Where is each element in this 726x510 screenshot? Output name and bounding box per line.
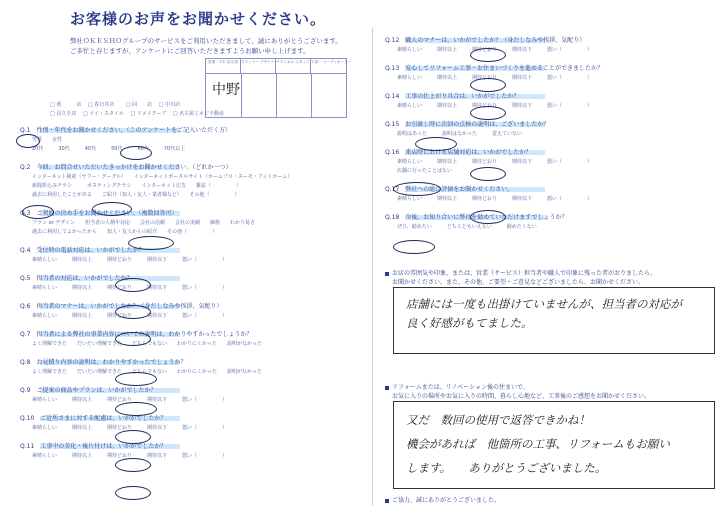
answer-circle-mark	[115, 372, 157, 386]
answer-circle-mark	[415, 137, 457, 151]
page-title: お客様のお声をお聞かせください。	[70, 10, 327, 28]
right-options-5-1[interactable]: 素晴らしい 期待以上 期待どおり 期待以下 悪い（ ）	[397, 159, 593, 165]
right-question-3: Q.14 工事の仕上がり具合は、いかがでしたか？	[385, 93, 520, 100]
left-question-9: Q.9 ご提案の商品やプランは、いかがでしたか？	[20, 387, 157, 394]
store-checkbox-8[interactable]: □ 名古屋工ネジ不動産	[172, 111, 225, 117]
left-options-1-2[interactable]: 20代 30代 40代 50代 60代 70代以上	[32, 146, 186, 152]
stamp-header-technical: テクニカル スタッフ	[276, 59, 311, 73]
left-question-3: Q.3 ご契約の決め手をお聞かせください。（複数回答可）	[20, 210, 178, 217]
store-checkbox-7[interactable]: □ リメイクーブ	[130, 111, 167, 117]
left-options-1-1[interactable]: 男性 女性	[32, 137, 63, 143]
left-options-2-3[interactable]: 過去に利用したことがある ご紹介（知人・友人・業者様など） その他（ ）	[32, 192, 240, 198]
right-options-6-1[interactable]: 素晴らしい 期待以上 期待どおり 期待以下 悪い（ ）	[397, 196, 593, 202]
answer-circle-mark	[393, 182, 441, 196]
left-question-4: Q.4 受付時の電話対応は、いかがでしたか？	[20, 247, 145, 254]
answer-circle-mark	[16, 134, 40, 148]
right-options-4-1[interactable]: 説明はあった 説明はなかった 覚えていない	[397, 131, 522, 137]
stamp-header-coordinator: 下請・ コーディネーター	[311, 60, 352, 64]
column-divider	[372, 28, 373, 506]
left-options-9-1[interactable]: 素晴らしい 期待以上 期待どおり 期待以下 悪い（ ）	[32, 397, 228, 403]
answer-circle-mark	[470, 78, 506, 92]
left-options-2-2[interactable]: 新聞折込みチラシ ポスティングチラシ インターネット広告 雑誌（ ）	[32, 183, 241, 189]
left-options-3-2[interactable]: 過去に利用してよかったから 知人・友人からの紹介 その他（ ）	[32, 229, 218, 235]
right-question-5: Q.16 来店時における店舗対応は、いかがでしたか？	[385, 149, 532, 156]
stamp-header-sales: 営業・ＳＥ 担当者	[206, 59, 241, 73]
right-question-4: Q.15 お引渡し時に次回の点検の説明は、ございましたか？	[385, 121, 550, 128]
left-options-10-1[interactable]: 素晴らしい 期待以上 期待どおり 期待以下 悪い（ ）	[32, 425, 228, 431]
answer-circle-mark	[92, 202, 132, 216]
comment1-prompt: お店の雰囲気や印象、または、営業（サービス）担当者や職人で印象に残った者がおりましたら、 お聞かせください。また、その他、ご要望・ご意見などございましたら、お聞かせください。	[385, 268, 656, 286]
footer-thanks: ご協力、誠にありがとうございました。	[385, 495, 500, 504]
left-options-8-1[interactable]: よく理解できた だいたい理解できた どちらでもない わかりにくかった 説明がなかった	[32, 369, 262, 375]
left-question-8: Q.8 お見積り内容の説明は、わかりやすかったでしょうか？	[20, 359, 187, 366]
right-options-1-1[interactable]: 素晴らしい 期待以上 期待どおり 期待以下 悪い（ ）	[397, 47, 593, 53]
answer-circle-mark	[115, 402, 157, 416]
left-question-1: Q.1 性別・年代をお聞かせください。（このアンケートをご記入いただく方）	[20, 127, 232, 134]
store-checkbox-2[interactable]: □ 春日井店	[87, 102, 115, 108]
answer-circle-mark	[470, 106, 506, 120]
comment2-line-2: 機会があれば 他箇所の工事、リフォームもお願い	[406, 437, 670, 451]
intro-line-2: ご多忙と存じますが、アンケートにご回答いただきますようお願い申し上げます。	[70, 47, 310, 55]
answer-circle-mark	[470, 210, 506, 224]
right-options-5-2[interactable]: 店舗に行ったことはない	[397, 168, 453, 174]
right-options-3-1[interactable]: 素晴らしい 期待以上 期待どおり 期待以下 悪い（ ）	[397, 103, 593, 109]
left-question-6: Q.6 担当者のマナーは、いかがでしたか？（身だしなみや挨拶、気配り）	[20, 303, 223, 310]
answer-circle-mark	[115, 332, 151, 346]
left-options-6-1[interactable]: 素晴らしい 期待以上 期待どおり 期待以下 悪い（ ）	[32, 313, 228, 319]
left-options-2-1[interactable]: インターネット検索（ヤフー・グーグル） インターネットポータルサイト（ホームプロ・スーモ・アットホーム）	[32, 174, 293, 180]
store-row-1	[50, 101, 180, 108]
answer-circle-mark	[22, 205, 54, 219]
left-options-7-1[interactable]: よく理解できた だいたい理解できた どちらでもない わかりにくかった 説明がなかった	[32, 341, 262, 347]
answer-circle-mark	[115, 278, 151, 292]
left-question-10: Q.10 ご近所さまに対する配慮は、いかがでしたか？	[20, 415, 167, 422]
left-options-3-1[interactable]: プラン or デザイン 担当者の人柄や対応 会社の信頼 会社の実績 価格 わかり易さ	[32, 220, 255, 226]
answer-circle-mark	[115, 458, 151, 472]
left-options-4-1[interactable]: 素晴らしい 期待以上 期待どおり 期待以下 悪い（ ）	[32, 257, 228, 263]
comment2-box[interactable]	[393, 401, 715, 489]
left-question-11: Q.11 工事中の美化・後片付けは、いかがでしたか？	[20, 443, 167, 450]
staff-stamp-box	[205, 58, 352, 118]
left-options-5-1[interactable]: 素晴らしい 期待以上 期待どおり 期待以下 悪い（ ）	[32, 285, 228, 291]
store-checkbox-3[interactable]: □ 回 店	[125, 102, 153, 108]
comment2-line-3: します。 ありがとうございました。	[406, 461, 607, 475]
answer-circle-mark	[115, 430, 151, 444]
answer-circle-mark	[128, 236, 174, 250]
comment1-line-1: 店舗には一度も出掛けていませんが、担当者の対応が	[406, 297, 682, 311]
answer-circle-mark	[470, 48, 506, 62]
right-options-2-1[interactable]: 素晴らしい 期待以上 期待どおり 期待以下 悪い（ ）	[397, 75, 593, 81]
store-checkbox-1[interactable]: □ 黄 店	[50, 102, 82, 108]
left-question-5: Q.5 担当者の対応は、いかがでしたか？	[20, 275, 133, 282]
right-question-7: Q.18 今後、お知り合いに弊社を勧めていただけますでしょうか？	[385, 214, 568, 221]
comment1-box[interactable]	[393, 287, 715, 354]
answer-circle-mark	[470, 167, 506, 181]
store-row-2	[50, 110, 224, 117]
stamp-name-handwritten: 中野	[212, 82, 240, 98]
left-question-2: Q.2 今回、お問合せいただいたきっかけをお聞かせください。（どれか一つ）	[20, 164, 232, 171]
left-options-11-1[interactable]: 素晴らしい 期待以上 期待どおり 期待以下 悪い（ ）	[32, 453, 228, 459]
intro-line-1: 弊社ＯＫＥＳＨＯグループのサービスをご利用いただきまして、誠にありがとうございます。	[70, 37, 342, 45]
right-options-7-1[interactable]: ぜひ、勧めたい どちらともいえない 勧めたくない	[397, 224, 537, 230]
store-checkbox-5[interactable]: □ 長久手店	[50, 111, 77, 117]
answer-circle-mark	[120, 146, 152, 160]
right-question-6: Q.17 弊社への総合評価をお聞かせください。	[385, 186, 514, 193]
comment1-line-2: 良く好感がもてました。	[406, 316, 533, 330]
answer-circle-mark	[393, 240, 435, 254]
store-checkbox-4[interactable]: □ 中川店	[158, 102, 181, 108]
left-question-7: Q.7 担当者による弊社の事業内容についての説明は、わかりやすかったでしょうか？	[20, 331, 253, 338]
answer-circle-mark	[115, 305, 151, 319]
right-question-2: Q.13 安心してリフォーム工事・お住まいづくりを進めることができましたか？	[385, 65, 603, 72]
comment2-line-1: 又だ 数回の使用で返答できかね！	[406, 413, 590, 427]
store-checkbox-6[interactable]: □ ツイ・スタイル	[82, 111, 124, 117]
right-question-1: Q.12 職人のマナーは、いかがでしたか？（身だしなみや挨拶、気配り）	[385, 37, 586, 44]
answer-circle-mark	[115, 486, 151, 500]
stamp-header-planner: プランナー デザイナー	[241, 59, 276, 73]
comment2-prompt: リフォームまたは、リノベーション後の住まいで、 お気に入りの場所やお気に入りの時間、暮らし心地など、工事後のご感想をお聞かせください。	[385, 382, 650, 400]
